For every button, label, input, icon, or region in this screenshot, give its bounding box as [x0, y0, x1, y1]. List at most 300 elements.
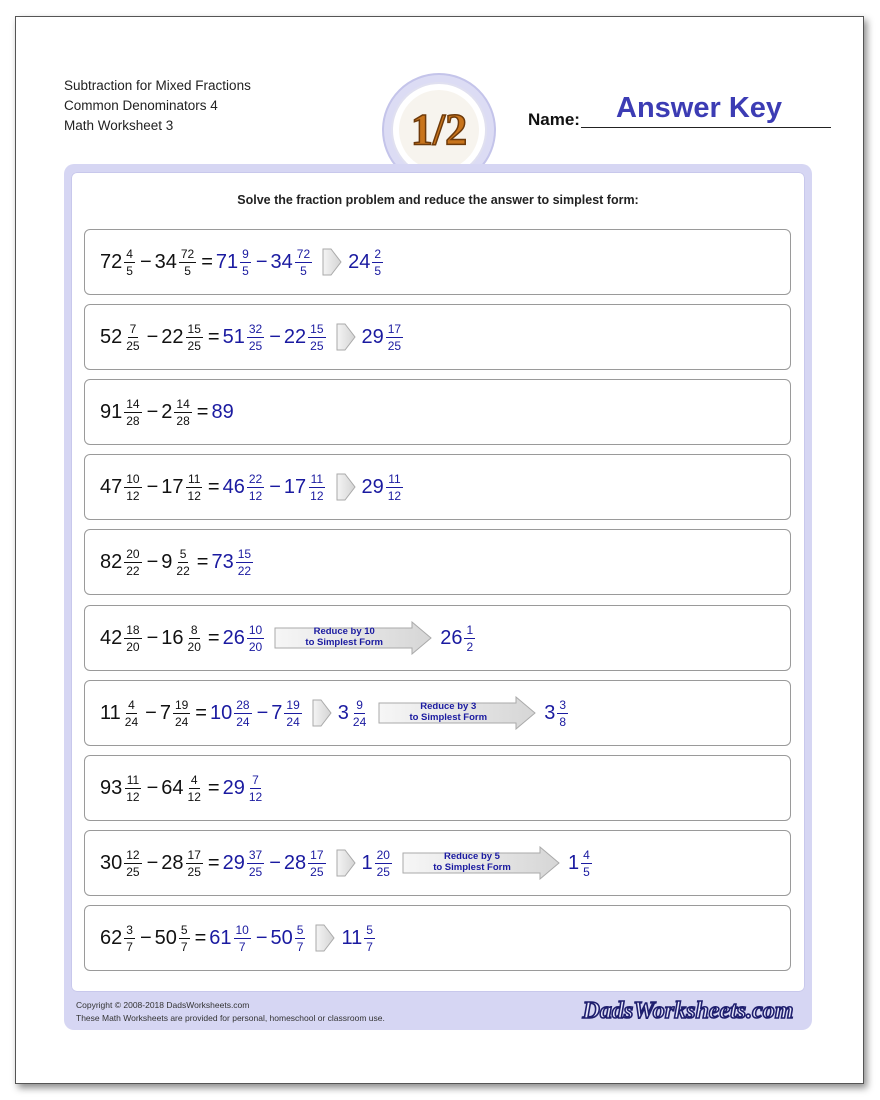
numerator: 11 [126, 772, 140, 787]
reduce-line-1: Reduce by 10 [313, 626, 375, 637]
equals-sign: = [196, 400, 209, 423]
fraction [186, 773, 203, 804]
whole-part: 51 [222, 325, 245, 348]
denominator: 25 [310, 338, 324, 353]
mixed-number [161, 773, 205, 804]
mixed-number [161, 397, 193, 428]
next-step-arrow-icon [322, 248, 342, 276]
next-step-arrow-icon [315, 924, 335, 952]
brand-logo-icon [576, 990, 800, 1030]
fraction [284, 698, 301, 729]
mixed-number [100, 547, 144, 578]
numerator: 19 [286, 697, 300, 712]
whole-part: 34 [270, 250, 293, 273]
problem-row [84, 229, 791, 295]
minus-sign: − [145, 701, 157, 724]
minus-sign: − [269, 475, 281, 498]
equals-sign: = [194, 926, 207, 949]
mixed-number [100, 247, 137, 278]
mixed-number [161, 472, 205, 503]
reduce-label [274, 626, 414, 648]
equals-sign: = [207, 325, 220, 348]
fraction [557, 698, 568, 729]
fraction [247, 623, 264, 654]
mixed-number [211, 401, 233, 424]
problem-expression [100, 906, 377, 970]
numerator: 10 [126, 471, 140, 486]
numerator: 15 [187, 321, 201, 336]
denominator: 12 [187, 488, 201, 503]
minus-sign: − [146, 475, 159, 498]
problem-row [84, 680, 791, 746]
title-line-2: Common Denominators 4 [64, 98, 218, 113]
whole-part: 7 [271, 701, 283, 724]
whole-part: 89 [211, 400, 234, 423]
mixed-number [284, 848, 328, 879]
minus-sign: − [256, 701, 269, 724]
whole-part: 72 [100, 250, 123, 273]
numerator: 4 [128, 697, 135, 712]
whole-part: 22 [161, 325, 184, 348]
denominator: 12 [310, 488, 324, 503]
dadsworksheets-logo [576, 990, 800, 1030]
fraction [174, 547, 191, 578]
whole-part: 46 [222, 475, 245, 498]
whole-part: 16 [161, 626, 184, 649]
numerator: 9 [356, 697, 363, 712]
numerator: 28 [236, 697, 250, 712]
reduce-arrow [274, 621, 432, 655]
fraction [124, 547, 141, 578]
reduce-line-2: to Simplest Form [433, 862, 511, 873]
equals-sign: = [201, 250, 213, 273]
whole-part: 42 [100, 626, 123, 649]
whole-part: 61 [209, 926, 232, 949]
denominator: 24 [352, 714, 367, 729]
denominator: 5 [300, 263, 307, 278]
instructions: Solve the fraction problem and reduce the answer to simplest form: [237, 193, 639, 207]
fraction [186, 623, 203, 654]
numerator: 4 [190, 772, 198, 787]
whole-part: 50 [154, 926, 177, 949]
fraction [247, 848, 264, 879]
mixed-number [209, 923, 253, 954]
numerator: 7 [129, 321, 137, 336]
numerator: 72 [180, 246, 195, 261]
numerator: 20 [126, 546, 140, 561]
brand-text: DadsWorksheets.com [582, 998, 794, 1024]
fraction [124, 773, 141, 804]
numerator: 2 [374, 246, 382, 261]
denominator: 12 [248, 488, 263, 503]
denominator: 5 [126, 263, 133, 278]
mixed-number [100, 698, 142, 729]
denominator: 5 [583, 864, 590, 879]
equals-sign: = [207, 626, 220, 649]
numerator: 20 [376, 847, 390, 862]
whole-part: 26 [440, 626, 463, 649]
numerator: 4 [126, 246, 133, 261]
reduce-label [378, 701, 518, 723]
mixed-number [210, 698, 254, 729]
problem-expression [100, 305, 405, 369]
next-step-arrow-icon [336, 473, 356, 501]
answer-key-text: Answer Key [616, 92, 783, 124]
whole-part: 17 [161, 475, 184, 498]
numerator: 19 [174, 697, 189, 712]
problem-row [84, 605, 791, 671]
fraction [386, 472, 403, 503]
problem-row [84, 454, 791, 520]
next-step-arrow-icon [336, 323, 356, 351]
next-step-arrow-icon [312, 699, 332, 727]
fraction [295, 247, 312, 278]
whole-part: 3 [337, 701, 349, 724]
fraction [351, 698, 368, 729]
mixed-number [284, 472, 328, 503]
reduce-line-2: to Simplest Form [305, 637, 383, 648]
reduce-line-1: Reduce by 3 [420, 701, 477, 712]
numerator: 15 [237, 546, 252, 561]
fraction [179, 247, 196, 278]
mixed-number [160, 698, 192, 729]
numerator: 5 [179, 546, 187, 561]
name-field [528, 92, 833, 132]
minus-sign: − [255, 250, 268, 273]
fraction [308, 848, 325, 879]
fraction [308, 472, 325, 503]
equals-sign: = [196, 550, 209, 573]
numerator: 11 [187, 471, 201, 486]
minus-sign: − [146, 400, 159, 423]
minus-sign: − [146, 550, 159, 573]
mixed-number [100, 623, 144, 654]
denominator: 5 [242, 263, 249, 278]
fraction [234, 698, 251, 729]
whole-part: 26 [222, 626, 245, 649]
whole-part: 22 [283, 325, 307, 348]
fraction [581, 848, 592, 879]
denominator: 7 [238, 939, 246, 954]
fraction [186, 322, 203, 353]
whole-part: 28 [161, 851, 184, 874]
denominator: 24 [286, 714, 300, 729]
equals-sign: = [195, 701, 207, 724]
problem-expression [100, 455, 405, 519]
whole-part: 1 [361, 851, 373, 874]
numerator: 8 [190, 622, 198, 637]
whole-part: 9 [161, 550, 173, 573]
reduce-line-1: Reduce by 5 [444, 851, 500, 862]
whole-part: 71 [215, 250, 239, 273]
minus-sign: − [146, 325, 159, 348]
fraction [173, 698, 190, 729]
numerator: 22 [248, 471, 263, 486]
mixed-number [271, 923, 308, 954]
fraction [124, 472, 141, 503]
denominator: 25 [376, 864, 390, 879]
mixed-number [223, 322, 267, 353]
minus-sign: − [139, 250, 152, 273]
mixed-number [223, 773, 267, 804]
mixed-number [341, 923, 376, 954]
problem-row [84, 755, 791, 821]
numerator: 14 [176, 396, 190, 411]
fraction [247, 472, 264, 503]
denominator: 5 [184, 263, 191, 278]
fraction [372, 247, 383, 278]
mixed-number [223, 848, 267, 879]
denominator: 5 [374, 263, 382, 278]
problem-expression [100, 380, 234, 444]
numerator: 18 [126, 622, 140, 637]
minus-sign: − [146, 776, 159, 799]
mixed-number [362, 322, 406, 353]
numerator: 10 [235, 922, 249, 937]
usage-note: These Math Worksheets are provided for personal, homeschool or classroom use. [76, 1013, 385, 1023]
numerator: 72 [296, 246, 311, 261]
denominator: 20 [126, 639, 140, 654]
denominator: 25 [187, 864, 201, 879]
mixed-number [284, 322, 328, 353]
denominator: 22 [126, 563, 140, 578]
mixed-number [544, 698, 570, 729]
fraction [174, 397, 191, 428]
denominator: 2 [466, 639, 474, 654]
whole-part: 34 [154, 250, 177, 273]
numerator: 17 [187, 847, 201, 862]
whole-part: 64 [161, 776, 184, 799]
whole-part: 2 [161, 400, 173, 423]
reduce-line-2: to Simplest Form [409, 712, 488, 723]
fraction [186, 472, 203, 503]
denominator: 7 [296, 939, 304, 954]
problem-expression [100, 530, 255, 594]
denominator: 20 [187, 639, 201, 654]
mixed-number [161, 547, 193, 578]
fraction [364, 923, 375, 954]
title-line-1: Subtraction for Mixed Fractions [64, 78, 251, 93]
numerator: 5 [366, 922, 373, 937]
reduce-label [402, 851, 542, 873]
whole-part: 93 [100, 776, 123, 799]
mixed-number [100, 472, 144, 503]
name-label: Name: [528, 110, 580, 129]
problem-expression [100, 230, 385, 294]
problem-expression [100, 756, 266, 820]
mixed-number [100, 773, 144, 804]
footer-text [76, 999, 385, 1025]
mixed-number [100, 397, 144, 428]
denominator: 12 [126, 789, 140, 804]
mixed-number [100, 923, 137, 954]
equals-sign: = [207, 475, 220, 498]
mixed-number [155, 247, 199, 278]
whole-part: 47 [100, 475, 123, 498]
whole-part: 11 [100, 701, 121, 724]
denominator: 25 [248, 864, 263, 879]
logo-glyph: 1/2 [410, 105, 468, 154]
problem-row [84, 529, 791, 595]
numerator: 9 [242, 246, 249, 261]
mixed-number [223, 623, 267, 654]
denominator: 7 [126, 939, 133, 954]
problem-expression [100, 831, 594, 895]
mixed-number [161, 623, 205, 654]
mixed-number [271, 698, 303, 729]
minus-sign: − [146, 626, 159, 649]
numerator: 14 [126, 396, 140, 411]
denominator: 25 [187, 338, 201, 353]
whole-part: 73 [211, 550, 234, 573]
reduce-arrow [402, 846, 560, 880]
whole-part: 10 [209, 701, 233, 724]
fraction [386, 322, 403, 353]
minus-sign: − [269, 325, 281, 348]
mixed-number [362, 472, 406, 503]
fraction [124, 322, 141, 353]
mixed-number [211, 547, 255, 578]
numerator: 11 [388, 471, 401, 486]
denominator: 12 [187, 789, 201, 804]
mixed-number [440, 623, 477, 654]
denominator: 7 [366, 939, 373, 954]
fraction [123, 698, 140, 729]
fraction [236, 547, 253, 578]
equals-sign: = [207, 851, 220, 874]
fraction [375, 848, 392, 879]
numerator: 11 [310, 471, 324, 486]
mixed-number [100, 322, 144, 353]
denominator: 24 [124, 714, 139, 729]
next-step-arrow-icon [336, 849, 356, 877]
worksheet-title-block [64, 76, 251, 136]
fraction [179, 923, 190, 954]
denominator: 7 [180, 939, 188, 954]
reduce-arrow [378, 696, 536, 730]
whole-part: 24 [348, 250, 371, 273]
denominator: 8 [559, 714, 567, 729]
denominator: 12 [387, 488, 402, 503]
problem-expression [100, 606, 477, 670]
denominator: 28 [126, 413, 140, 428]
mixed-number [216, 247, 253, 278]
whole-part: 7 [159, 701, 171, 724]
whole-part: 29 [222, 776, 245, 799]
mixed-number [568, 848, 594, 879]
mixed-number [271, 247, 315, 278]
numerator: 17 [310, 847, 324, 862]
mixed-number [338, 698, 370, 729]
numerator: 17 [387, 321, 402, 336]
fraction [464, 623, 475, 654]
denominator: 20 [248, 639, 263, 654]
minus-sign: − [139, 926, 152, 949]
whole-part: 30 [100, 851, 123, 874]
numerator: 12 [126, 847, 140, 862]
mixed-number [100, 848, 144, 879]
mixed-number [161, 848, 205, 879]
fraction [124, 848, 141, 879]
denominator: 22 [176, 563, 190, 578]
numerator: 3 [126, 922, 133, 937]
fraction [247, 322, 264, 353]
whole-part: 11 [341, 926, 363, 949]
fraction [247, 773, 264, 804]
whole-part: 17 [283, 475, 307, 498]
numerator: 37 [248, 847, 263, 862]
numerator: 5 [296, 922, 304, 937]
whole-part: 29 [222, 851, 245, 874]
fraction [124, 247, 135, 278]
denominator: 24 [236, 714, 250, 729]
whole-part: 91 [100, 400, 123, 423]
fraction [124, 923, 135, 954]
fraction [234, 923, 251, 954]
numerator: 4 [583, 847, 590, 862]
denominator: 28 [176, 413, 190, 428]
denominator: 24 [174, 714, 189, 729]
minus-sign: − [146, 851, 159, 874]
whole-part: 52 [100, 325, 123, 348]
fraction [295, 923, 306, 954]
denominator: 25 [126, 864, 140, 879]
mixed-number [161, 322, 205, 353]
denominator: 25 [310, 864, 324, 879]
whole-part: 82 [100, 550, 123, 573]
whole-part: 28 [283, 851, 307, 874]
whole-part: 1 [567, 851, 580, 874]
problem-expression [100, 681, 570, 745]
mixed-number [348, 247, 385, 278]
whole-part: 29 [361, 475, 384, 498]
denominator: 25 [248, 338, 263, 353]
denominator: 25 [126, 338, 140, 353]
problem-row [84, 304, 791, 370]
minus-sign: − [269, 851, 281, 874]
minus-sign: − [255, 926, 268, 949]
numerator: 5 [180, 922, 188, 937]
mixed-number [223, 472, 267, 503]
title-line-3: Math Worksheet 3 [64, 118, 174, 133]
name-underline [581, 127, 831, 128]
fraction [124, 397, 141, 428]
problem-row [84, 379, 791, 445]
denominator: 12 [126, 488, 140, 503]
numerator: 15 [310, 321, 324, 336]
numerator: 10 [248, 622, 263, 637]
whole-part: 62 [100, 926, 123, 949]
numerator: 1 [466, 622, 474, 637]
problem-row [84, 830, 791, 896]
denominator: 12 [248, 789, 263, 804]
mixed-number [155, 923, 192, 954]
numerator: 3 [559, 697, 567, 712]
copyright: Copyright © 2008-2018 DadsWorksheets.com [76, 1000, 250, 1010]
mixed-number [362, 848, 394, 879]
fraction [308, 322, 325, 353]
fraction [124, 623, 141, 654]
denominator: 22 [237, 563, 252, 578]
whole-part: 29 [361, 325, 384, 348]
fraction [240, 247, 251, 278]
whole-part: 50 [270, 926, 293, 949]
fraction [186, 848, 203, 879]
numerator: 7 [252, 772, 259, 787]
numerator: 32 [248, 321, 263, 336]
denominator: 25 [387, 338, 402, 353]
whole-part: 3 [544, 701, 556, 724]
